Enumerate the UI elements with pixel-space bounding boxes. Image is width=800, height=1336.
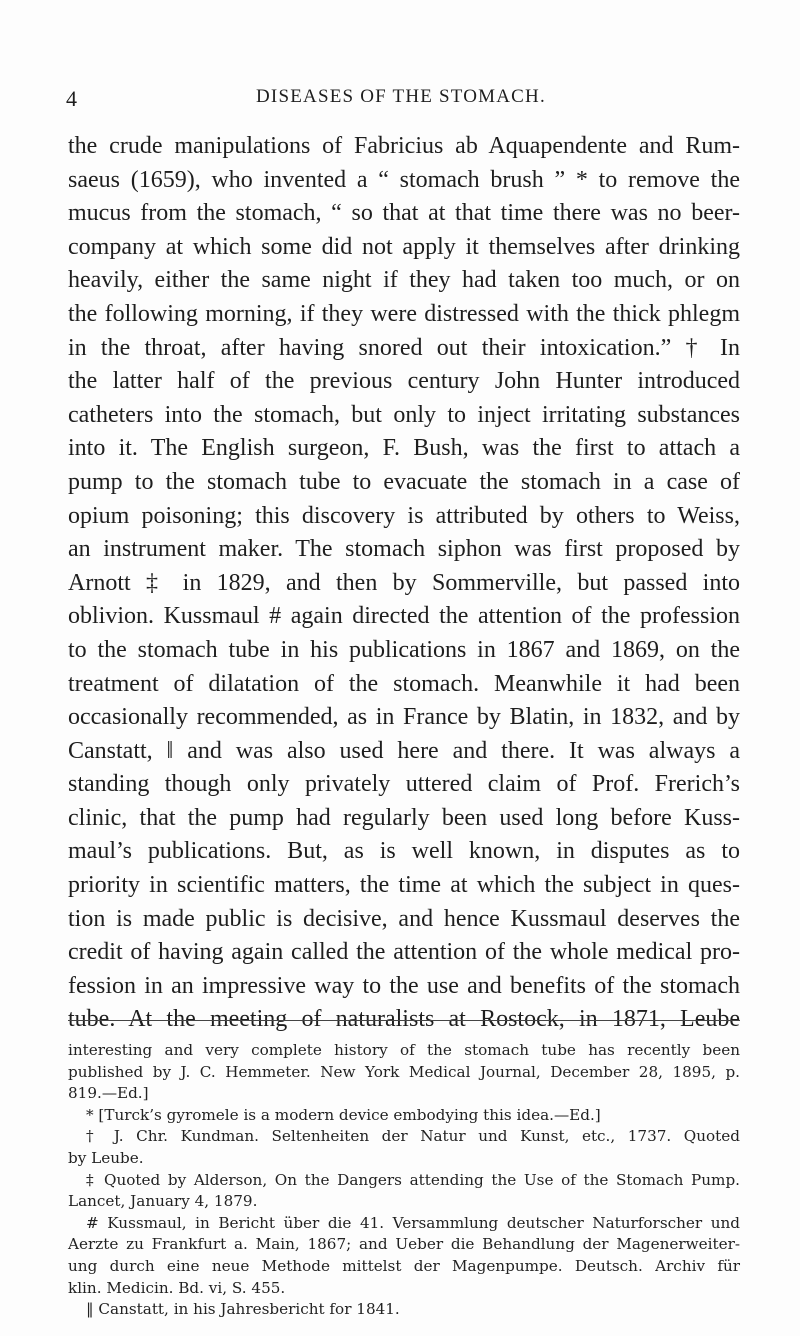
- body-line: occasionally recommended, as in France by Blatin, in 1832, and by: [68, 704, 740, 731]
- body-line: Arnott ‡ in 1829, and then by Sommerville, but passed into: [68, 569, 740, 596]
- page-number: 4: [66, 86, 78, 111]
- body-line: saeus (1659), who invented a “ stomach brush ” * to remove the: [68, 166, 740, 193]
- body-line: fession in an impressive way to the use and benefits of the stomach: [68, 972, 740, 999]
- body-line: in the throat, after having snored out their intoxication.” † In: [68, 334, 740, 361]
- footnote-line: klin. Medicin. Bd. vi, S. 455.: [68, 1278, 286, 1297]
- footnote-line: † J. Chr. Kundman. Seltenheiten der Natur und Kunst, etc., 1737. Quoted: [86, 1127, 740, 1146]
- body-line: pump to the stomach tube to evacuate the stomach in a case of: [68, 468, 740, 495]
- body-line: the crude manipulations of Fabricius ab Aquapendente and Rum-: [68, 133, 740, 159]
- page-header: [66, 86, 738, 112]
- body-line: the following morning, if they were distressed with the thick phlegm: [68, 300, 740, 327]
- footnote-line: * [Turck’s gyromele is a modern device embodying this idea.—Ed.]: [86, 1105, 601, 1124]
- body-line: maul’s publications. But, as is well known, in disputes as to: [68, 838, 740, 865]
- body-line: company at which some did not apply it themselves after drinking: [68, 233, 740, 260]
- footnote-line: ung durch eine neue Methode mittelst der Magenpumpe. Deutsch. Archiv für: [68, 1256, 740, 1275]
- body-line: to the stomach tube in his publications in 1867 and 1869, on the: [68, 636, 740, 663]
- body-line: tube. At the meeting of naturalists at Rostock, in 1871, Leube: [68, 1006, 740, 1033]
- body-line: heavily, either the same night if they had taken too much, or on: [68, 267, 740, 294]
- footnote-divider: [68, 1020, 740, 1021]
- footnote-line: # Kussmaul, in Bericht über die 41. Versammlung deutscher Naturforscher und: [86, 1213, 740, 1232]
- body-line: treatment of dilatation of the stomach. Meanwhile it had been: [68, 670, 740, 697]
- footnote-line: by Leube.: [68, 1148, 144, 1167]
- footnote-line: interesting and very complete history of the stomach tube has recently been: [68, 1041, 740, 1059]
- body-line: priority in scientific matters, the time at which the subject in ques-: [68, 872, 740, 899]
- footnote-line: ‖ Canstatt, in his Jahresbericht for 1841.: [86, 1300, 400, 1319]
- footnote-line: published by J. C. Hemmeter. New York Medical Journal, December 28, 1895, p.: [68, 1062, 740, 1081]
- footnote-line: ‡ Quoted by Alderson, On the Dangers attending the Use of the Stomach Pump.: [86, 1170, 740, 1189]
- body-line: tion is made public is decisive, and hence Kussmaul deserves the: [68, 905, 740, 932]
- footnote-line: Lancet, January 4, 1879.: [68, 1192, 258, 1211]
- body-line: Canstatt, ‖ and was also used here and there. It was always a: [68, 737, 740, 764]
- footnote-line: 819.—Ed.]: [68, 1084, 149, 1103]
- footnotes: [68, 1040, 740, 1321]
- body-line: an instrument maker. The stomach siphon was first proposed by: [68, 536, 740, 563]
- body-line: the latter half of the previous century John Hunter introduced: [68, 368, 740, 395]
- body-text: [68, 130, 740, 1037]
- body-line: opium poisoning; this discovery is attributed by others to Weiss,: [68, 502, 740, 529]
- body-line: into it. The English surgeon, F. Bush, was the first to attach a: [68, 435, 740, 462]
- footnote-line: Aerzte zu Frankfurt a. Main, 1867; and Ueber die Behandlung der Magenerweiter-: [68, 1235, 740, 1254]
- running-head: DISEASES OF THE STOMACH.: [256, 86, 546, 107]
- body-line: clinic, that the pump had regularly been used long before Kuss-: [68, 804, 740, 831]
- body-line: mucus from the stomach, “ so that at that time there was no beer-: [68, 200, 740, 227]
- body-line: oblivion. Kussmaul # again directed the attention of the profession: [68, 603, 740, 630]
- body-line: standing though only privately uttered claim of Prof. Frerich’s: [68, 771, 740, 798]
- body-line: catheters into the stomach, but only to inject irritating substances: [68, 401, 740, 428]
- body-line: credit of having again called the attention of the whole medical pro-: [68, 939, 740, 966]
